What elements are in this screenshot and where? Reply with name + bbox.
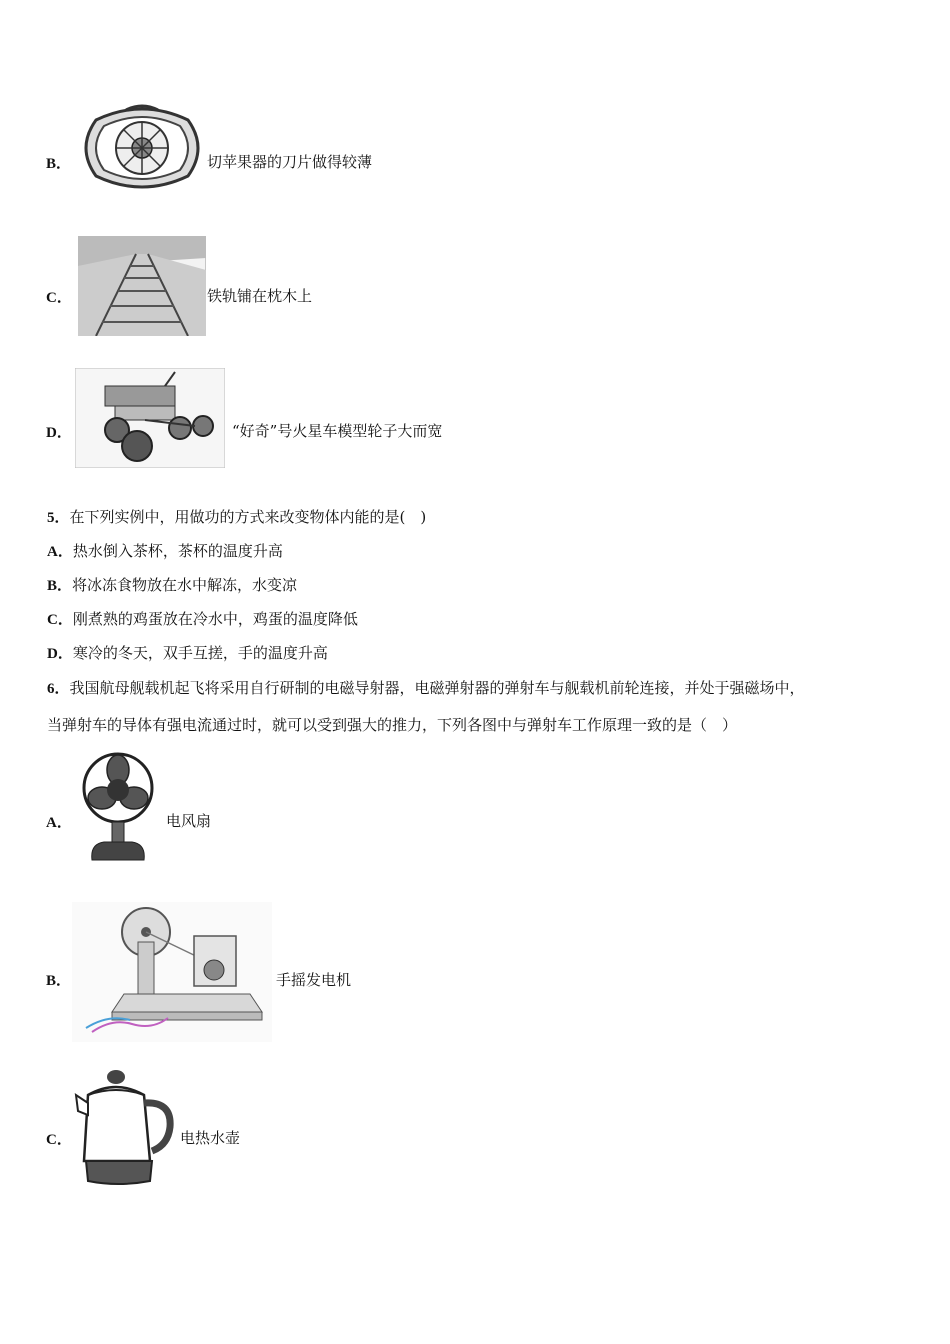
option-letter: A．: [47, 544, 73, 560]
option-text: 热水倒入茶杯，茶杯的温度升高: [72, 542, 283, 560]
answer-option-d: [47, 642, 328, 663]
question-stem-line-1: [47, 677, 805, 698]
option-caption: “好奇”号火星车模型轮子大而宽: [232, 422, 443, 440]
answer-option-c: [47, 608, 358, 629]
option-letter: B．: [46, 156, 72, 172]
question-number: 5．: [47, 510, 70, 526]
option-letter: C．: [46, 290, 72, 306]
question-stem: [47, 506, 426, 527]
question-number: 6．: [47, 681, 70, 697]
option-caption: 铁轨铺在枕木上: [207, 287, 313, 305]
option-letter: C．: [46, 1132, 72, 1148]
answer-option-a: [47, 540, 283, 561]
answer-option-b: [47, 574, 297, 595]
question-text: 我国航母舰载机起飞将采用自行研制的电磁导射器，电磁弹射器的弹射车与舰载机前轮连接，并处于强磁场中，: [69, 679, 805, 697]
hand-crank-generator-icon: [72, 902, 272, 1042]
option-text: 刚煮熟的鸡蛋放在冷水中，鸡蛋的温度降低: [72, 610, 358, 628]
option-letter: B．: [47, 578, 73, 594]
option-caption: 切苹果器的刀片做得较薄: [207, 153, 373, 171]
question-stem-line-2: 当弹射车的导体有强电流通过时，就可以受到强大的推力，下列各图中与弹射车工作原理一致的是（ ）: [47, 716, 738, 734]
electric-kettle-icon: [74, 1065, 178, 1189]
electric-fan-icon: [80, 750, 156, 865]
option-caption: 电热水壶: [180, 1129, 241, 1147]
option-letter: A．: [46, 815, 72, 831]
option-letter: D．: [47, 646, 73, 662]
option-caption: 电风扇: [166, 812, 212, 830]
option-text: 将冰冻食物放在水中解冻，水变凉: [72, 576, 298, 594]
apple-slicer-icon: [76, 100, 208, 196]
option-text: 寒冷的冬天，双手互搓，手的温度升高: [72, 644, 328, 662]
option-letter: D．: [46, 425, 72, 441]
mars-rover-icon: [75, 368, 225, 468]
question-text: 在下列实例中，用做功的方式来改变物体内能的是( ): [69, 508, 427, 526]
option-caption: 手摇发电机: [276, 971, 352, 989]
option-letter: B．: [46, 973, 72, 989]
railway-track-icon: [78, 236, 206, 336]
option-letter: C．: [47, 612, 73, 628]
